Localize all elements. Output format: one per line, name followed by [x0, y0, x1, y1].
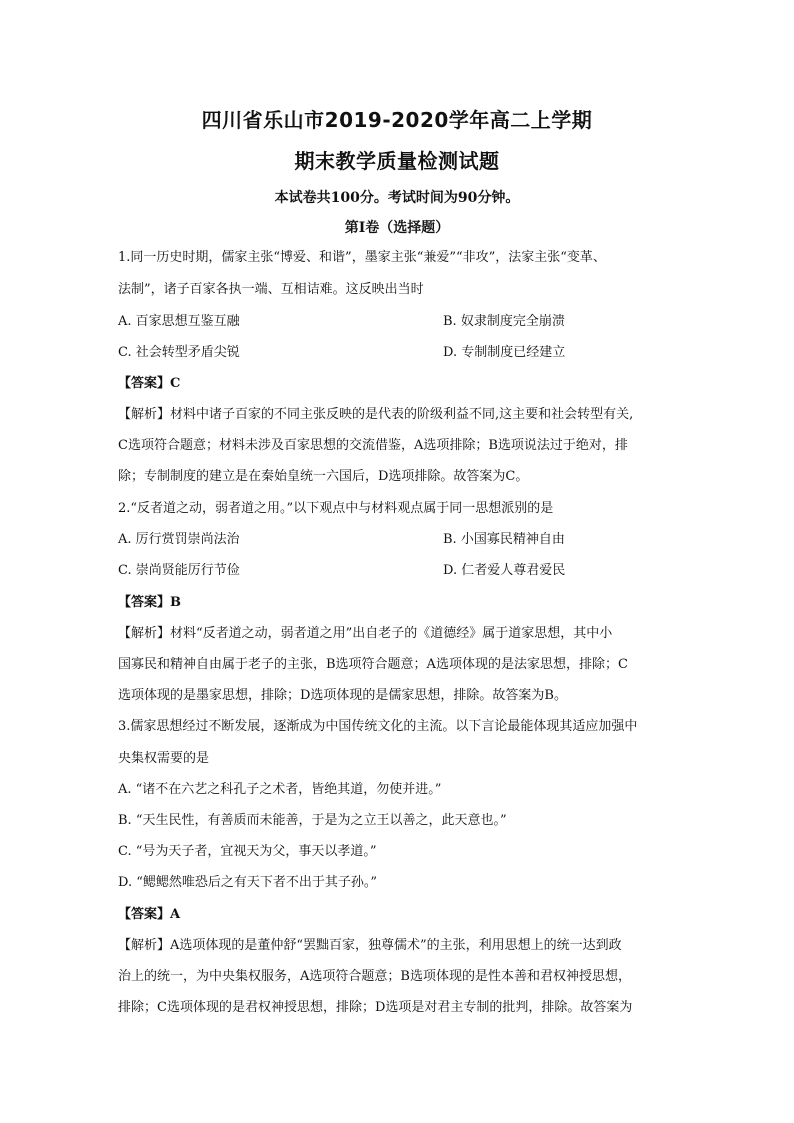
question-2-analysis-line-1: 【解析】材料“反者道之动，弱者道之用”出自老子的《道德经》属于道家思想，其中小: [118, 626, 613, 641]
question-3-option-a: A. “诸不在六艺之科孔子之术者，皆绝其道，勿使并进。”: [118, 782, 442, 797]
question-2-analysis-line-3: 选项体现的是墨家思想，排除；D选项体现的是儒家思想，排除。故答案为B。: [118, 688, 567, 703]
section-title: 第I卷（选择题）: [344, 220, 450, 236]
question-1-option-c: C. 社会转型矛盾尖锐: [118, 345, 240, 360]
question-1-analysis-line-2: C选项符合题意；材料未涉及百家思想的交流借鉴，A选项排除；B选项说法过于绝对，排: [118, 438, 628, 453]
exam-title-line2: 期末教学质量检测试题: [294, 149, 500, 173]
question-2-analysis-line-2: 国寡民和精神自由属于老子的主张，B选项符合题意；A选项体现的是法家思想，排除；C: [118, 657, 628, 672]
question-2-option-b: B. 小国寡民精神自由: [443, 532, 565, 547]
question-2-option-d: D. 仁者爱人尊君爱民: [443, 563, 566, 578]
question-2-stem-line-1: 2.“反者道之动，弱者道之用。”以下观点中与材料观点属于同一思想派别的是: [118, 501, 554, 516]
question-3-option-d: D. “鳃鳃然唯恐后之有天下者不出于其子孙。”: [118, 875, 378, 890]
question-3-analysis-line-2: 治上的统一，为中央集权服务，A选项符合题意；B选项体现的是性本善和君权神授思想，: [118, 969, 631, 984]
question-3-analysis-line-3: 排除；C选项体现的是君权神授思想，排除；D选项是对君主专制的批判，排除。故答案为: [118, 1000, 633, 1015]
question-3-stem-line-2: 央集权需要的是: [118, 751, 210, 766]
question-2-answer: 【答案】B: [118, 595, 181, 610]
question-3-answer: 【答案】A: [118, 907, 181, 922]
question-3-option-b: B. “天生民性，有善质而未能善，于是为之立王以善之，此天意也。”: [118, 813, 507, 828]
question-1-analysis-line-1: 【解析】材料中诸子百家的不同主张反映的是代表的阶级利益不同,这主要和社会转型有关,: [118, 407, 634, 422]
question-3-stem-line-1: 3.儒家思想经过不断发展，逐渐成为中国传统文化的主流。以下言论最能体现其适应加强中: [118, 719, 638, 734]
question-2-option-a: A. 厉行赏罚崇尚法治: [118, 532, 240, 547]
question-1-stem-line-1: 1.同一历史时期，儒家主张“博爱、和谐”，墨家主张“兼爱”“非攻”，法家主张“变革、: [118, 250, 606, 265]
question-1-analysis-line-3: 除；专制制度的建立是在秦始皇统一六国后，D选项排除。故答案为C。: [118, 469, 529, 484]
exam-title-line1: 四川省乐山市2019-2020学年高二上学期: [201, 108, 593, 132]
question-1-option-b: B. 奴隶制度完全崩溃: [443, 314, 565, 329]
question-1-option-d: D. 专制制度已经建立: [443, 345, 566, 360]
question-1-option-a: A. 百家思想互鉴互融: [118, 314, 240, 329]
question-1-answer: 【答案】C: [118, 376, 181, 391]
exam-info: 本试卷共100分。考试时间为90分钟。: [274, 190, 520, 206]
question-2-option-c: C. 崇尚贤能厉行节俭: [118, 563, 240, 578]
question-1-stem-line-2: 法制”，诸子百家各执一端、互相诘难。这反映出当时: [118, 282, 424, 297]
question-3-analysis-line-1: 【解析】A选项体现的是董仲舒“罢黜百家，独尊儒术”的主张，利用思想上的统一达到政: [118, 938, 622, 953]
question-3-option-c: C. “号为天子者，宜视天为父，事天以孝道。”: [118, 844, 377, 859]
